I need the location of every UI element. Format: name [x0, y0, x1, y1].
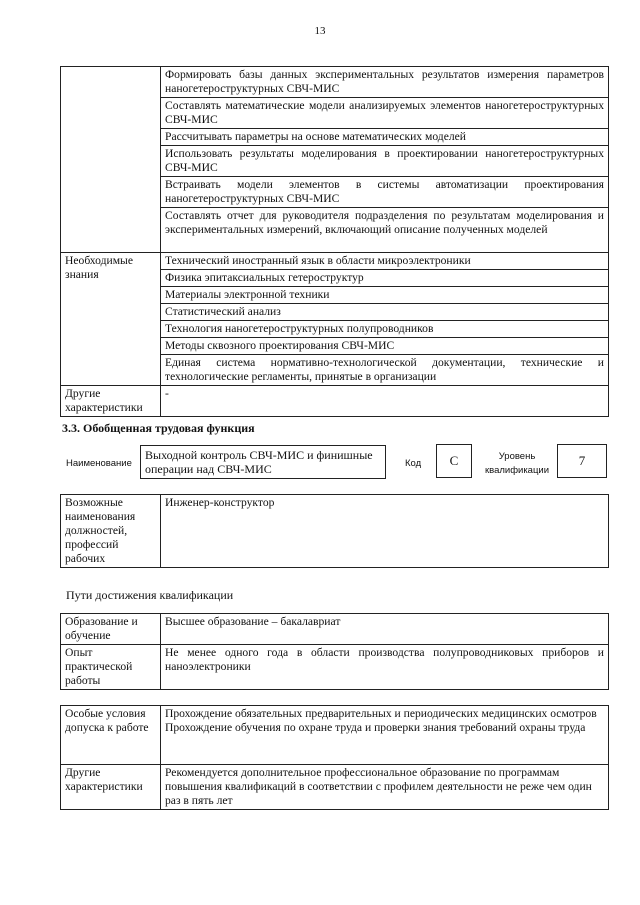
code-value: C — [449, 453, 459, 468]
knowledge-item: Методы сквозного проектирования СВЧ-МИС — [161, 338, 609, 355]
table-row — [61, 645, 609, 690]
skills-label-cell — [61, 67, 161, 253]
positions-table — [60, 494, 609, 568]
level-value: 7 — [578, 453, 586, 468]
education-label: Образование и обучение — [61, 614, 161, 645]
knowledge-item: Технический иностранный язык в области микроэлектроники — [161, 253, 609, 270]
table-row — [61, 386, 609, 417]
skill-item: Составлять отчет для руководителя подразделения по результатам моделирования и экспериментальных измерений, включающий описание полученных моделей — [161, 208, 609, 253]
section-heading: 3.3. Обобщенная трудовая функция — [62, 421, 255, 435]
education-value: Высшее образование – бакалавриат — [161, 614, 609, 645]
knowledge-item: Технология наногетероструктурных полупроводников — [161, 321, 609, 338]
skill-item: Встраивать модели элементов в системы автоматизации проектирования наногетероструктурных СВЧ-МИС — [161, 177, 609, 208]
level-label: Уровень квалификации — [484, 451, 550, 476]
skill-item: Составлять математические модели анализируемых элементов наногетероструктурных СВЧ-МИС — [161, 98, 609, 129]
code-label: Код — [405, 458, 422, 469]
knowledge-item: Единая система нормативно-технологической документации, технические и технологические регламенты, принятые в организации — [161, 355, 609, 386]
knowledge-item: Материалы электронной техники — [161, 287, 609, 304]
experience-value: Не менее одного года в области производства полупроводниковых приборов и наноэлектроники — [161, 645, 609, 690]
special-label: Особые условия допуска к работе — [61, 706, 161, 765]
skills-knowledge-table — [60, 66, 609, 417]
level-box — [557, 444, 607, 478]
skill-item: Формировать базы данных экспериментальных результатов измерения параметров наногетероструктурных СВЧ-МИС — [161, 67, 609, 98]
other-value: - — [161, 386, 609, 417]
table-row — [61, 614, 609, 645]
skill-item: Использовать результаты моделирования в проектировании наногетероструктурных СВЧ-МИС — [161, 146, 609, 177]
function-name-value: Выходной контроль СВЧ-МИС и финишные операции над СВЧ-МИС — [145, 448, 373, 476]
name-label: Наименование — [66, 458, 132, 469]
conditions-table — [60, 705, 609, 810]
table-row — [61, 765, 609, 810]
table-row — [61, 706, 609, 765]
table-row — [61, 495, 609, 568]
positions-label: Возможные наименования должностей, профессий рабочих — [61, 495, 161, 568]
table-row — [61, 67, 609, 98]
knowledge-item: Статистический анализ — [161, 304, 609, 321]
positions-value: Инженер-конструктор — [161, 495, 609, 568]
table-row — [61, 253, 609, 270]
special-item: Прохождение обязательных предварительных и периодических медицинских осмотров — [165, 707, 597, 720]
special-items-cell — [161, 706, 609, 765]
knowledge-label: Необходимые знания — [61, 253, 161, 386]
knowledge-item: Физика эпитаксиальных гетероструктур — [161, 270, 609, 287]
function-name-box — [140, 445, 386, 479]
other-label: Другие характеристики — [61, 386, 161, 417]
special-item: Прохождение обучения по охране труда и проверки знания требований охраны труда — [165, 721, 586, 734]
other-characteristics-label: Другие характеристики — [61, 765, 161, 810]
page-number: 13 — [314, 25, 326, 37]
experience-label: Опыт практической работы — [61, 645, 161, 690]
code-box — [436, 444, 472, 478]
other-characteristics-value: Рекомендуется дополнительное профессиональное образование по программам повышения квалификаций в соответствии с профилем деятельности не реже чем один раз в пять лет — [161, 765, 609, 810]
paths-heading: Пути достижения квалификации — [66, 588, 234, 602]
paths-table — [60, 613, 609, 690]
skill-item: Рассчитывать параметры на основе математических моделей — [161, 129, 609, 146]
